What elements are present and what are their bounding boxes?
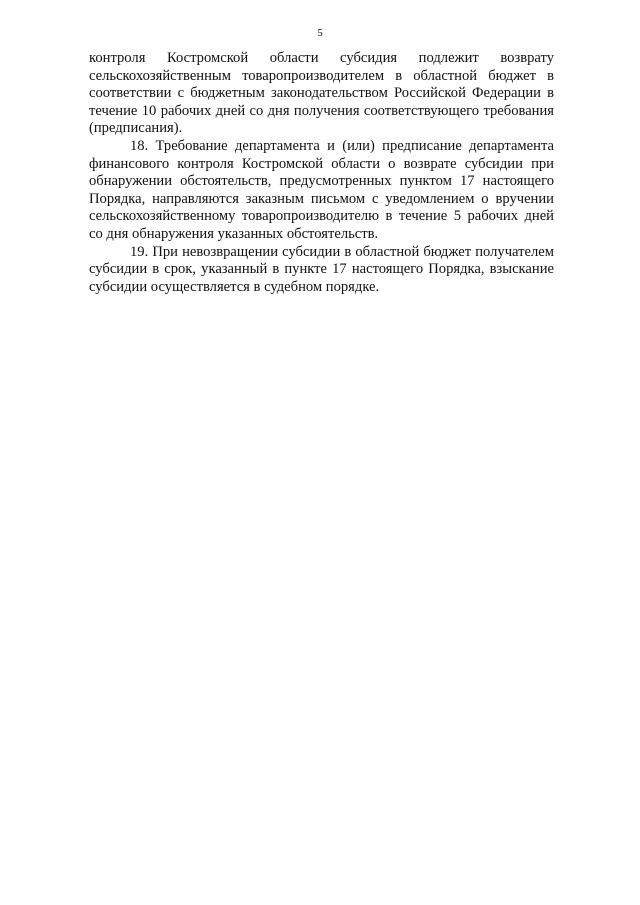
paragraph-continuation: контроля Костромской области субсидия подлежит возврату сельскохозяйственным товаропроизводителем в областной бюджет в соответствии с бюджетным законодательством Российской Федерации в течение 10 рабочих дней со дня получения соответствующего требования (предписания). bbox=[89, 50, 554, 137]
paragraph-19: 19. При невозвращении субсидии в областной бюджет получателем субсидии в срок, указанный в пункте 17 настоящего Порядка, взыскание субсидии осуществляется в судебном порядке. bbox=[89, 243, 554, 295]
page-number: 5 bbox=[317, 27, 323, 39]
paragraph-18: 18. Требование департамента и (или) предписание департамента финансового контроля Костромской области о возврате субсидии при обнаружении обстоятельств, предусмотренных пунктом 17 настоящего Порядка, направляются заказным письмом с уведомлением о вручении сельскохозяйственному товаропроизводителю в течение 5 рабочих дней со дня обнаружения указанных обстоятельств. bbox=[89, 137, 554, 242]
document-body bbox=[89, 50, 554, 296]
